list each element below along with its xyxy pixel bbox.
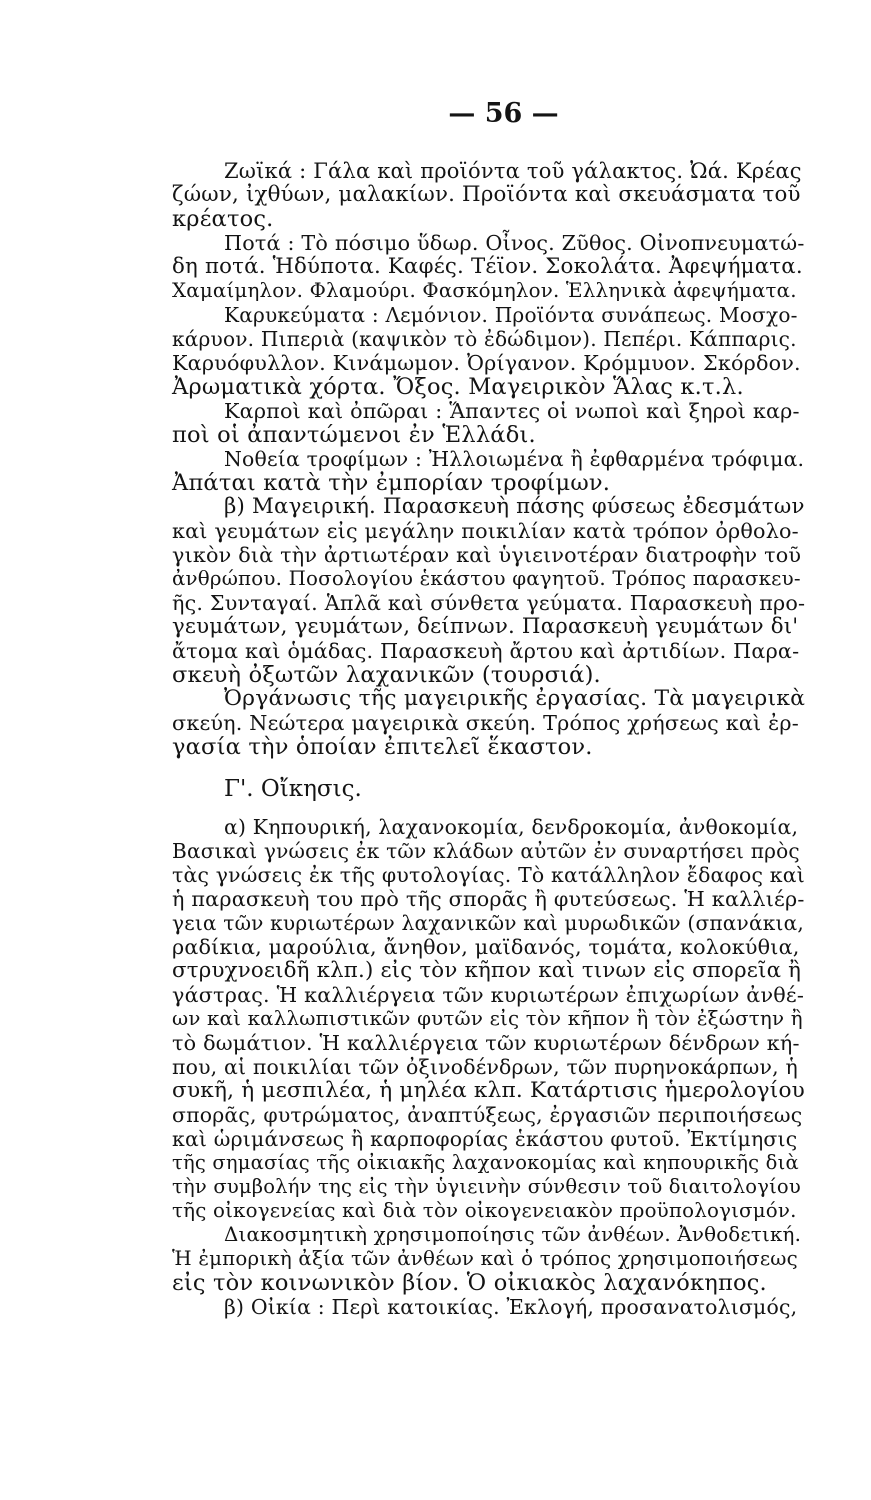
text-line: εἰς τὸν κοινωνικὸν βίον. Ὁ οἰκιακὸς λαχανόκηπος. xyxy=(172,1270,767,1296)
text-line: ζώων, ἰχθύων, μαλακίων. Προϊόντα καὶ σκευάσματα τοῦ xyxy=(172,182,801,207)
text-line: β) Μαγειρική. Παρασκευὴ πάσης φύσεως ἐδεσμάτων xyxy=(224,494,805,519)
text-line: σπορᾶς, φυτρώματος, ἀναπτύξεως, ἐργασιῶν περιποιήσεως xyxy=(172,1103,803,1127)
text-line: γευμάτων, γευμάτων, δείπνων. Παρασκευὴ γευμάτων δι' xyxy=(172,614,799,639)
text-line: τὰς γνώσεις ἐκ τῆς φυτολογίας. Τὸ κατάλληλον ἔδαφος καὶ xyxy=(172,863,805,887)
text-line: ἡ παρασκευὴ του πρὸ τῆς σπορᾶς ἢ φυτεύσεως. Ἡ καλλιέρ- xyxy=(172,887,805,911)
text-line: γικὸν διὰ τὴν ἀρτιωτέραν καὶ ὑγιεινοτέραν διατροφὴν τοῦ xyxy=(172,543,802,567)
text-line: τὸ δωμάτιον. Ἡ καλλιέργεια τῶν κυριωτέρων δένδρων κή- xyxy=(172,1031,800,1055)
text-line: β) Οἰκία : Περὶ κατοικίας. Ἐκλογή, προσανατολισμός, xyxy=(224,1295,798,1319)
text-line: τῆς οἰκογενείας καὶ διὰ τὸν οἰκογενειακὸν προϋπολογισμόν. xyxy=(172,1199,797,1222)
text-line: ων καὶ καλλωπιστικῶν φυτῶν εἰς τὸν κῆπον ἢ τὸν ἐξώστην ἢ xyxy=(172,1007,803,1030)
text-line: που, αἱ ποικιλίαι τῶν ὀξινοδένδρων, τῶν πυρηνοκάρπων, ἡ xyxy=(172,1055,798,1079)
text-line: τῆς σημασίας τῆς οἰκιακῆς λαχανοκομίας καὶ κηπουρικῆς διὰ xyxy=(172,1151,799,1174)
text-line: κάρυον. Πιπεριὰ (καψικὸν τὸ ἐδώδιμον). Πεπέρι. Κάππαρις. xyxy=(172,327,797,351)
text-line: Βασικαὶ γνώσεις ἐκ τῶν κλάδων αὐτῶν ἐν συναρτήσει πρὸς xyxy=(172,839,800,863)
text-line: α) Κηπουρική, λαχανοκομία, δενδροκομία, ἀνθοκομία, xyxy=(224,815,799,839)
text-line: καὶ γευμάτων εἰς μεγάλην ποικιλίαν κατὰ τρόπον ὀρθολο- xyxy=(172,519,799,543)
text-line: ραδίκια, μαρούλια, ἄνηθον, μαϊδανός, τομάτα, κολοκύθια, xyxy=(172,935,800,959)
text-line: Ἡ ἐμπορικὴ ἀξία τῶν ἀνθέων καὶ ὁ τρόπος χρησιμοποιήσεως xyxy=(172,1247,798,1270)
text-line: τὴν συμβολήν της εἰς τὴν ὑγιεινὴν σύνθεσιν τοῦ διαιτολογίου xyxy=(172,1175,801,1198)
text-line: Καρυόφυλλον. Κινάμωμον. Ὀρίγανον. Κρόμμυον. Σκόρδον. xyxy=(172,351,801,375)
text-line: Διακοσμητικὴ χρησιμοποίησις τῶν ἀνθέων. Ἀνθοδετική. xyxy=(224,1223,802,1246)
text-line: καὶ ὡριμάνσεως ἢ καρποφορίας ἑκάστου φυτοῦ. Ἐκτίμησις xyxy=(172,1127,798,1151)
text-line: ἀνθρώπου. Ποσολογίου ἑκάστου φαγητοῦ. Τρόπος παρασκευ- xyxy=(172,567,801,590)
section-heading: Γ'. Οἴκησις. xyxy=(224,776,362,802)
text-line: σκευὴ ὀξωτῶν λαχανικῶν (τουρσιά). xyxy=(172,662,601,688)
text-line: Ἀπάται κατὰ τὴν ἐμπορίαν τροφίμων. xyxy=(172,470,611,496)
text-line: Νοθεία τροφίμων : Ἠλλοιωμένα ἢ ἐφθαρμένα τρόφιμα. xyxy=(224,447,805,471)
text-line: δη ποτά. Ἡδύποτα. Καφές. Τέϊον. Σοκολάτα. Ἀφεψήματα. xyxy=(172,254,803,279)
text-line: Ζωϊκά : Γάλα καὶ προϊόντα τοῦ γάλακτος. Ὠά. Κρέας xyxy=(224,159,802,183)
text-line: Ποτά : Τὸ πόσιμο ὕδωρ. Οἶνος. Ζῦθος. Οἰνοπνευματώ- xyxy=(224,231,805,255)
body-text-block-2 xyxy=(172,815,805,1319)
text-line: Ὀργάνωσις τῆς μαγειρικῆς ἐργασίας. Τὰ μαγειρικὰ xyxy=(224,686,806,711)
body-text-block-1 xyxy=(172,159,805,759)
text-line: σκεύη. Νεώτερα μαγειρικὰ σκεύη. Τρόπος χρήσεως καὶ ἐρ- xyxy=(172,711,799,735)
page-number: — 56 — xyxy=(448,98,559,129)
text-line: ῆς. Συνταγαί. Ἁπλᾶ καὶ σύνθετα γεύματα. Παρασκευὴ προ- xyxy=(172,591,806,615)
text-line: στρυχνοειδῆ κλπ.) εἰς τὸν κῆπον καὶ τινων εἰς σπορεῖα ἢ xyxy=(172,958,802,983)
text-line: κρέατος. xyxy=(172,206,274,232)
text-line: συκῆ, ἡ μεσπιλέα, ἡ μηλέα κλπ. Κατάρτισις ἡμερολογίου xyxy=(172,1078,805,1103)
text-line: Καρποὶ καὶ ὀπῶραι : Ἅπαντες οἱ νωποὶ καὶ ξηροὶ καρ- xyxy=(224,399,800,423)
text-line: Ἀρωματικὰ χόρτα. Ὄξος. Μαγειρικὸν Ἅλας κ.τ.λ. xyxy=(172,374,744,400)
text-line: γάστρας. Ἡ καλλιέργεια τῶν κυριωτέρων ἐπιχωρίων ἀνθέ- xyxy=(172,983,805,1007)
text-line: Χαμαίμηλον. Φλαμούρι. Φασκόμηλον. Ἑλληνικὰ ἀφεψήματα. xyxy=(172,279,797,302)
text-line: ποὶ οἱ ἀπαντώμενοι ἐν Ἑλλάδι. xyxy=(172,422,536,448)
text-line: γεια τῶν κυριωτέρων λαχανικῶν καὶ μυρωδικῶν (σπανάκια, xyxy=(172,911,804,935)
text-line: Καρυκεύματα : Λεμόνιον. Προϊόντα συνάπεως. Μοσχο- xyxy=(224,303,798,327)
text-line: γασία τὴν ὁποίαν ἐπιτελεῖ ἕκαστον. xyxy=(172,734,593,760)
text-line: ἄτομα καὶ ὁμάδας. Παρασκευὴ ἄρτου καὶ ἀρτιδίων. Παρα- xyxy=(172,639,800,663)
